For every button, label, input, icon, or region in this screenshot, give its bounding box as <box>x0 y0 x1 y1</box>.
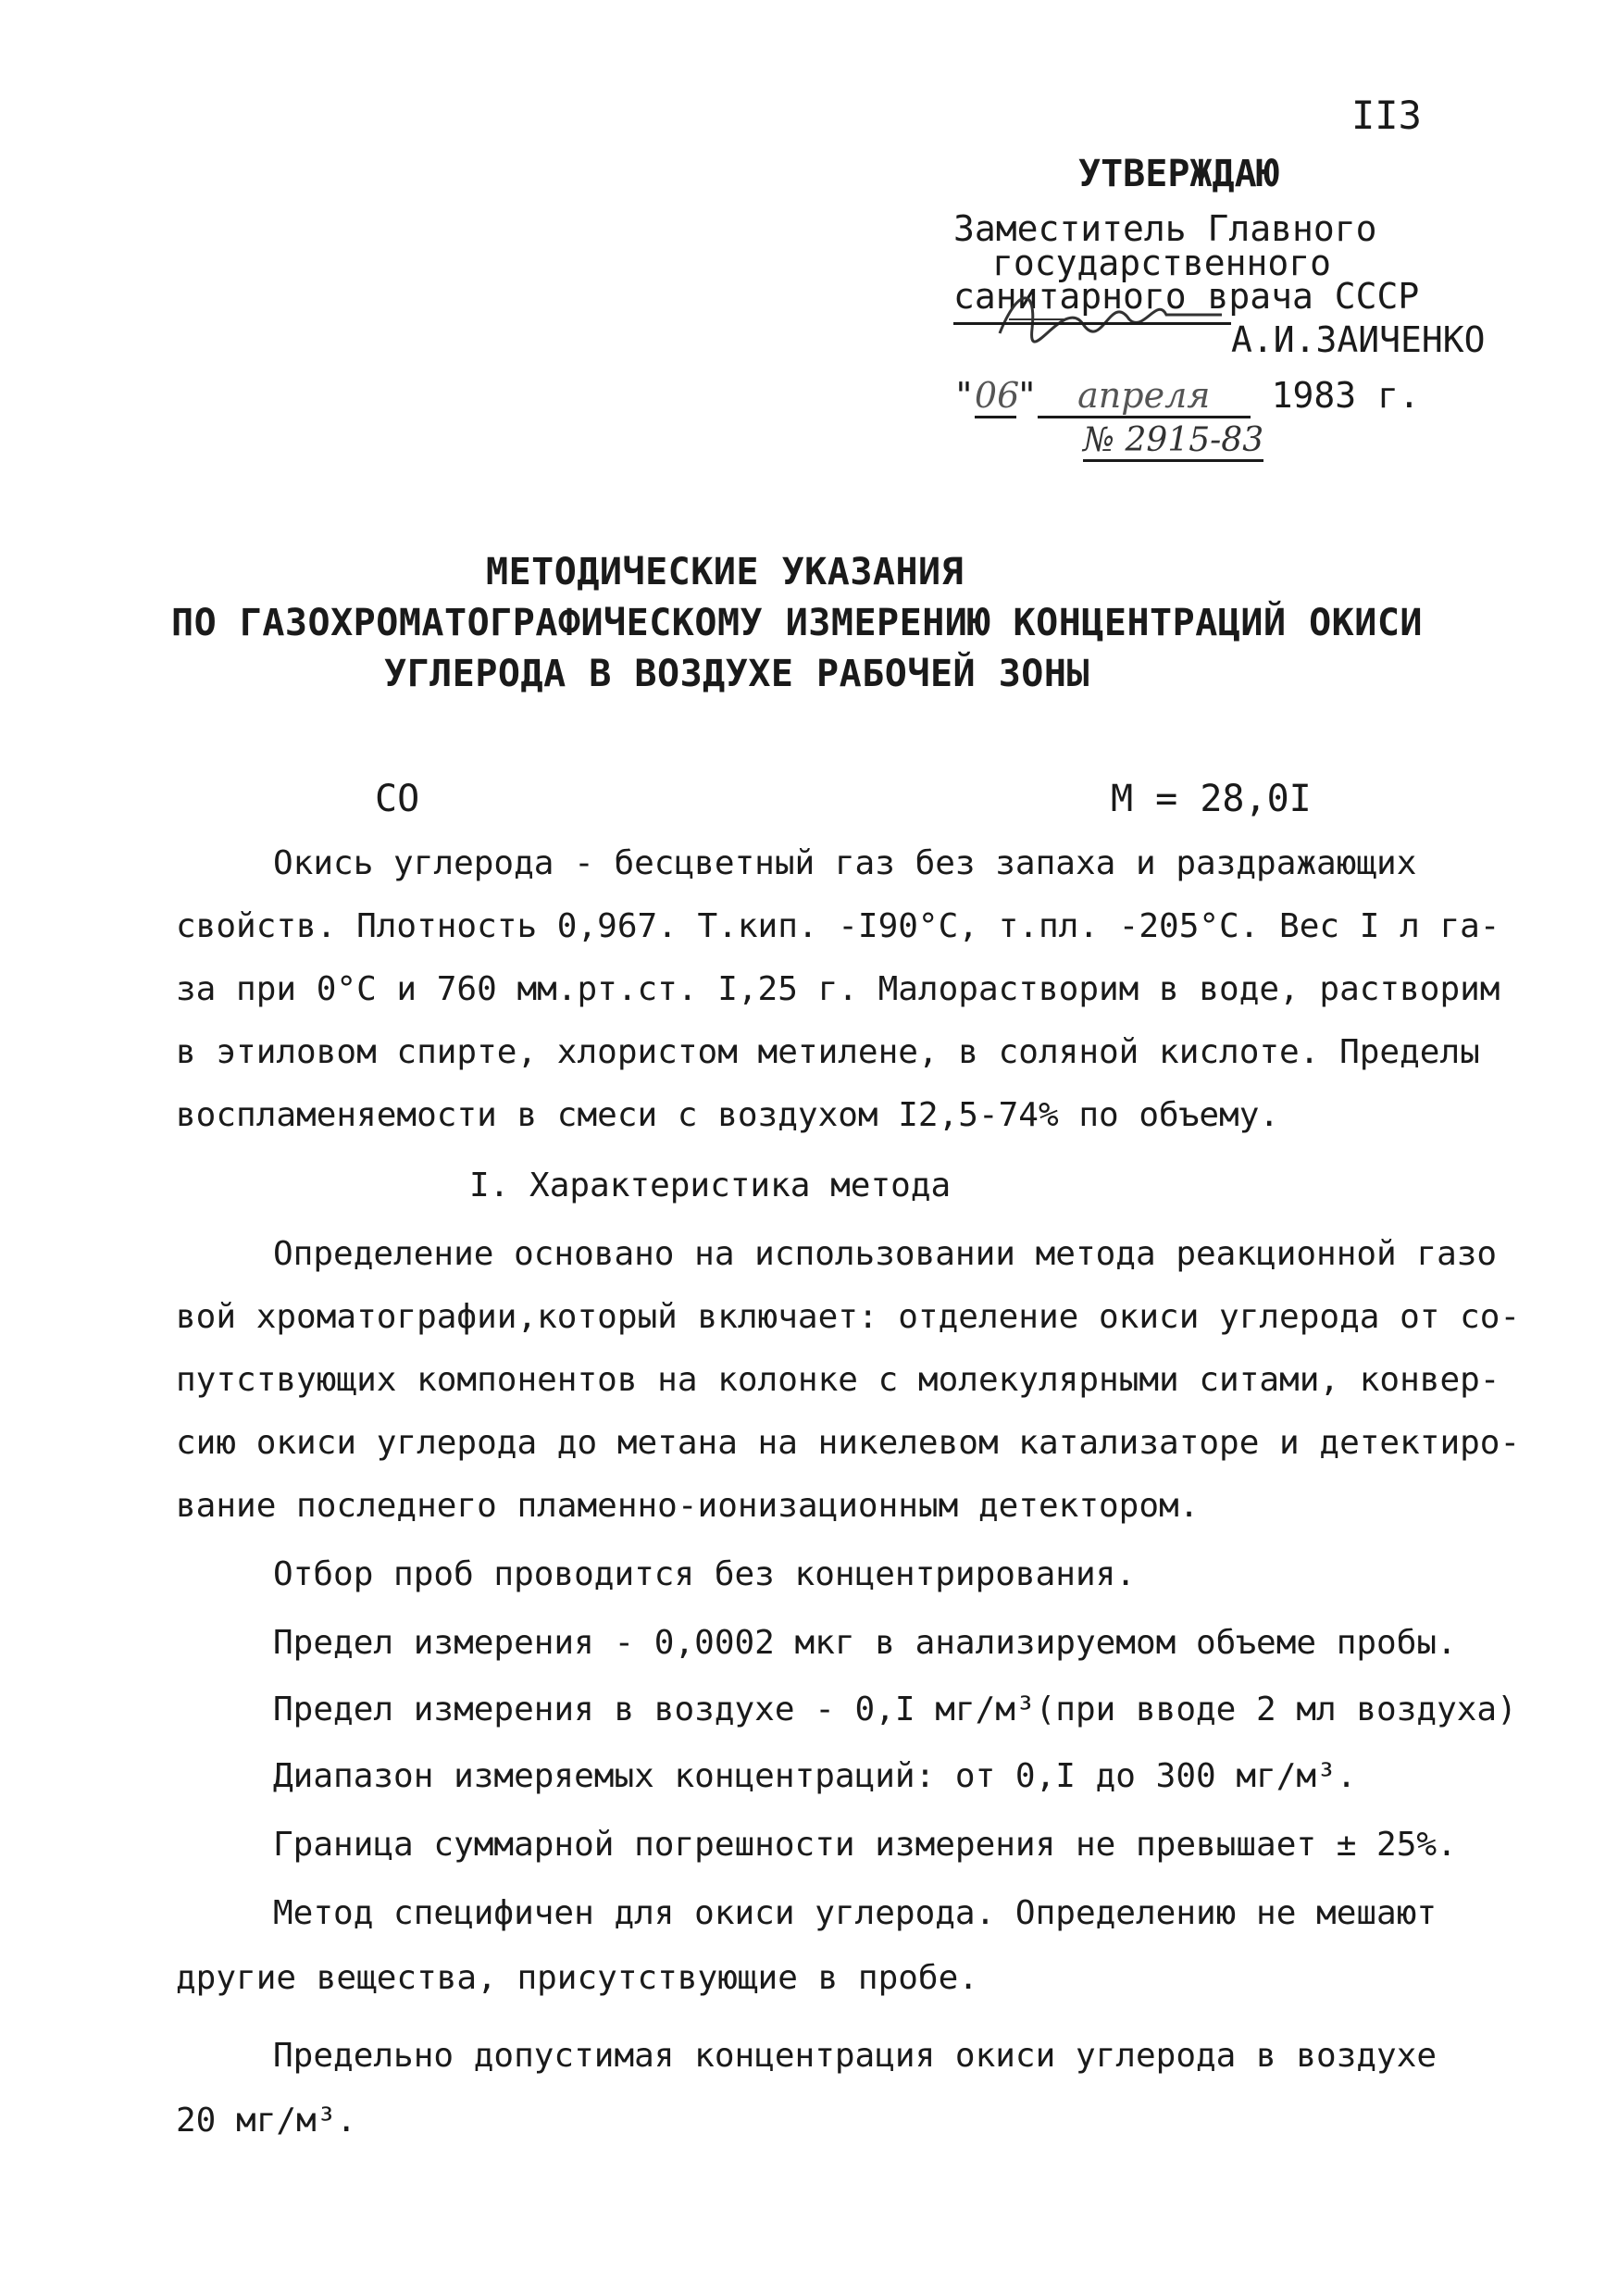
molar-mass: М = 28,0I <box>1111 778 1312 820</box>
intro-line-2: свойств. Плотность 0,967. Т.кип. -I90°С, т.пл. -205°С. Вес I л га- <box>176 907 1500 945</box>
limit-air-paragraph: Предел измерения в воздухе - 0,I мг/м³(при вводе 2 мл воздуха) <box>273 1691 1517 1728</box>
title-line-1: МЕТОДИЧЕСКИЕ УКАЗАНИЯ <box>486 551 965 593</box>
signature-image <box>981 278 1231 352</box>
approver-position-line-2: государственного <box>992 243 1332 283</box>
method-line-3: путствующих компонентов на колонке с молекулярными ситами, конвер- <box>176 1361 1500 1399</box>
section-heading: I. Характеристика метода <box>469 1167 952 1204</box>
method-line-4: сию окиси углерода до метана на никелевом катализаторе и детектиро- <box>176 1424 1521 1462</box>
title-line-2: ПО ГАЗОХРОМАТОГРАФИЧЕСКОМУ ИЗМЕРЕНИЮ КОНЦЕНТРАЦИЙ ОКИСИ <box>171 602 1424 644</box>
intro-line-1: Окись углерода - бесцветный газ без запаха и раздражающих <box>273 844 1417 882</box>
registration-number: № 2915-83 <box>1083 421 1263 462</box>
signature-line <box>953 322 1231 325</box>
method-line-2: вой хроматографии,который включает: отделение окиси углерода от со- <box>176 1298 1521 1336</box>
approver-name: А.И.ЗАИЧЕНКО <box>1231 319 1486 360</box>
page-number: II3 <box>1351 93 1422 138</box>
error-paragraph: Граница суммарной погрешности измерения не превышает ± 25%. <box>273 1826 1457 1864</box>
intro-line-5: воспламеняемости в смеси с воздухом I2,5-74% по объему. <box>176 1096 1280 1134</box>
mac-line-2: 20 мг/м³. <box>176 2102 357 2140</box>
limit-sample-paragraph: Предел измерения - 0,0002 мкг в анализируемом объеме пробы. <box>273 1624 1457 1662</box>
chemical-formula: СО <box>375 778 420 820</box>
mac-line-1: Предельно допустимая концентрация окиси углерода в воздухе <box>273 2037 1438 2075</box>
approver-position-line-1: Заместитель Главного <box>953 208 1377 249</box>
method-line-1: Определение основано на использовании метода реакционной газо <box>273 1235 1498 1273</box>
method-line-5: вание последнего пламенно-ионизационным детектором. <box>176 1487 1200 1525</box>
range-paragraph: Диапазон измеряемых концентраций: от 0,I до 300 мг/м³. <box>273 1757 1357 1795</box>
date-year: 1983 г. <box>1271 375 1420 416</box>
approver-position-line-3: санитарного врача СССР <box>953 276 1420 317</box>
specificity-line-2: другие вещества, присутствующие в пробе. <box>176 1959 978 1997</box>
date-month: апреля <box>1038 375 1251 418</box>
approval-heading: УТВЕРЖДАЮ <box>1078 153 1279 195</box>
intro-line-3: за при 0°С и 760 мм.рт.ст. I,25 г. Малорастворим в воде, растворим <box>176 970 1500 1008</box>
specificity-line-1: Метод специфичен для окиси углерода. Определению не мешают <box>273 1894 1438 1932</box>
title-line-3: УГЛЕРОДА В ВОЗДУХЕ РАБОЧЕЙ ЗОНЫ <box>384 653 1090 695</box>
approval-date: "06" апреля 1983 г. <box>953 375 1420 418</box>
sampling-paragraph: Отбор проб проводится без концентрирования. <box>273 1555 1136 1593</box>
intro-line-4: в этиловом спирте, хлористом метилене, в соляной кислоте. Пределы <box>176 1033 1480 1071</box>
date-day: 06 <box>975 375 1016 418</box>
